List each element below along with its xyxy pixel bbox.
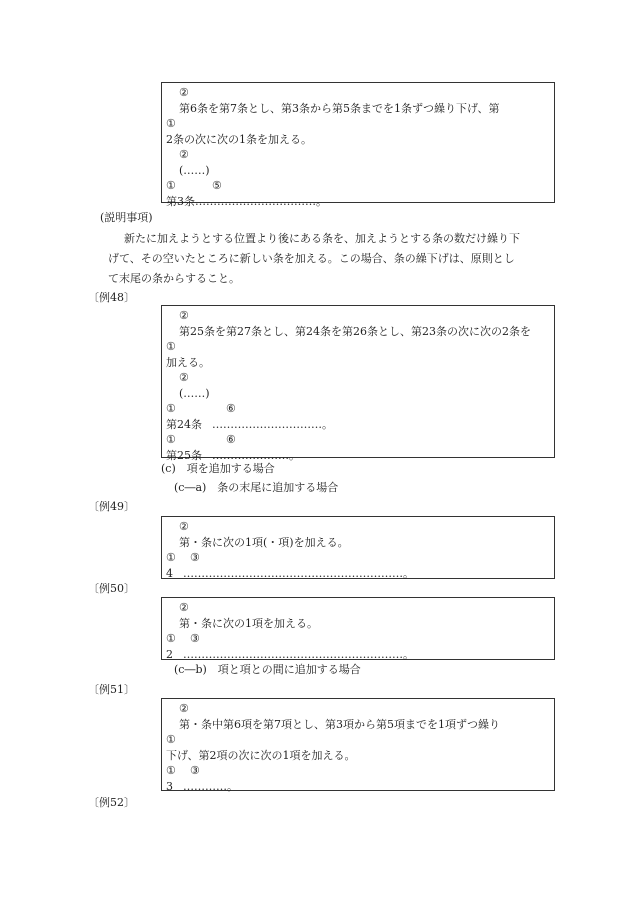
amendment-text: 第6条を第7条とし、第3条から第5条までを1条ずつ繰り下げ、第 <box>179 101 500 115</box>
circle-1-marker: ① <box>166 632 176 645</box>
caption-placeholder: (……) <box>179 163 210 177</box>
amendment-box-1 <box>161 82 555 208</box>
section-cb-heading: (c―b) 項と項との間に追加する場合 <box>174 663 361 676</box>
paragraph-number: 2 <box>166 647 173 661</box>
paragraph-number: 4 <box>166 566 173 580</box>
example-51-label: 〔例51〕 <box>88 683 135 696</box>
paragraph-line <box>166 647 548 663</box>
paragraph-line <box>166 779 548 795</box>
paragraph-line <box>166 566 548 582</box>
explanation-heading: (説明事項) <box>100 211 153 224</box>
circle-2-marker: ② <box>179 601 189 614</box>
amendment-box-51 <box>161 698 555 791</box>
paragraph-body: ……………………………………………………。 <box>183 647 414 661</box>
amendment-text: 加える。 <box>166 355 210 369</box>
explanation-line-1: 新たに加えようとする位置より後にある条を、加えようとする条の数だけ繰り下 <box>124 232 520 245</box>
amendment-box-48 <box>161 305 555 462</box>
circle-2-marker: ② <box>179 86 189 99</box>
explanation-line-3: て末尾の条からすること。 <box>108 272 240 285</box>
circle-1-marker: ① <box>166 733 176 746</box>
caption-placeholder: (……) <box>179 386 210 400</box>
circle-6-marker: ⑥ <box>226 402 236 415</box>
circle-1-marker: ① <box>166 433 176 446</box>
marker-row <box>166 763 548 779</box>
amendment-text: 第・条中第6項を第7項とし、第3項から第5項までを1項ずつ繰り <box>179 717 500 731</box>
amendment-text: 下げ、第2項の次に次の1項を加える。 <box>166 748 356 762</box>
section-ca-heading: (c―a) 条の末尾に追加する場合 <box>174 481 339 494</box>
circle-1-marker: ① <box>166 764 176 777</box>
circle-1-marker: ① <box>166 551 176 564</box>
article-line: 第3条……………………………。 <box>166 194 327 208</box>
paragraph-body: …………。 <box>183 779 238 793</box>
marker-row <box>166 401 548 417</box>
circle-1-marker: ① <box>166 117 176 130</box>
marker-row <box>166 631 548 647</box>
circle-1-marker: ① <box>166 179 176 192</box>
article-body: …………………………。 <box>212 417 333 431</box>
marker-row <box>166 178 548 194</box>
circle-1-marker: ① <box>166 402 176 415</box>
article-number: 第24条 <box>166 417 202 431</box>
amendment-text: 第25条を第27条とし、第24条を第26条とし、第23条の次に次の2条を <box>179 324 531 338</box>
circle-2-marker: ② <box>179 371 189 384</box>
example-48-label: 〔例48〕 <box>88 291 135 304</box>
article-line <box>166 448 548 464</box>
amendment-box-49 <box>161 516 555 579</box>
example-52-label: 〔例52〕 <box>88 796 135 809</box>
paragraph-body: ……………………………………………………。 <box>183 566 414 580</box>
marker-row <box>166 550 548 566</box>
circle-1-marker: ① <box>166 340 176 353</box>
circle-3-marker: ③ <box>190 551 200 564</box>
circle-3-marker: ③ <box>190 632 200 645</box>
circle-2-marker: ② <box>179 702 189 715</box>
explanation-line-2: げて、その空いたところに新しい条を加える。この場合、条の繰下げは、原則とし <box>108 252 515 265</box>
circle-3-marker: ③ <box>190 764 200 777</box>
example-49-label: 〔例49〕 <box>88 500 135 513</box>
circle-2-marker: ② <box>179 520 189 533</box>
article-line <box>166 417 548 433</box>
amendment-box-50 <box>161 597 555 660</box>
amendment-text: 第・条に次の1項(・項)を加える。 <box>179 535 349 549</box>
circle-2-marker: ② <box>179 148 189 161</box>
amendment-text: 第・条に次の1項を加える。 <box>179 616 318 630</box>
section-c-heading: (c) 項を追加する場合 <box>161 462 275 475</box>
article-number: 第25条 <box>166 448 202 462</box>
circle-6-marker: ⑥ <box>226 433 236 446</box>
circle-2-marker: ② <box>179 309 189 322</box>
paragraph-number: 3 <box>166 779 173 793</box>
example-50-label: 〔例50〕 <box>88 582 135 595</box>
amendment-text: 2条の次に次の1条を加える。 <box>166 132 312 146</box>
marker-row <box>166 432 548 448</box>
circle-5-marker: ⑤ <box>212 179 222 192</box>
article-body: …………………。 <box>212 448 300 462</box>
